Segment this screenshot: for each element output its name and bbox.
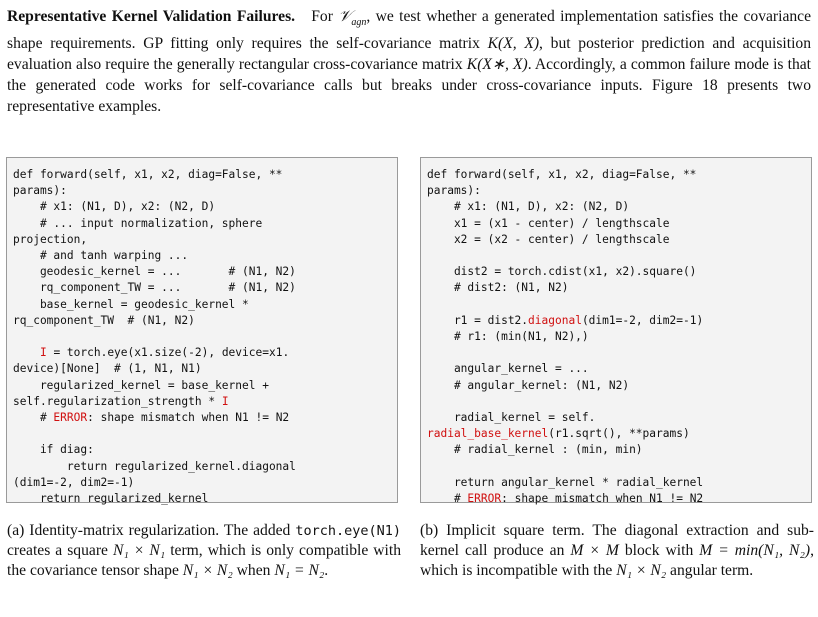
error-label: ERROR (53, 411, 88, 425)
error-label: ERROR (467, 492, 502, 506)
error-highlight: I (39, 346, 47, 360)
code-b: def forward(self, x1, x2, diag=False, ** params): # x1: (N1, D), x2: (N2, D) x1 = (x1 - center) / lengthscale x2 = (x2 - center) / lengthscale dist2 = torch.cdist(x1, x2).square() # dist2: (N1, N2) r1 = dist2.diagonal(dim1=-2, dim2=-1) # r1: (min(N1, N2),) angular_kernel = ... # angular_kernel: (N1, N2) radial_kernel = self. radial_base_kernel(r1.sqrt(), **params) # radial_kernel : (min, min) return angular_kernel * radial_kernel # ERROR: shape mismatch when N1 != N2 (427, 168, 704, 506)
paragraph-heading: Representative Kernel Validation Failures. (7, 8, 296, 25)
inline-code: torch.eye(N1) (295, 523, 401, 539)
self-covariance-math: K(X, X) (487, 35, 540, 53)
error-highlight: I (221, 394, 229, 408)
error-highlight: diagonal (528, 313, 582, 327)
caption-b: (b) Implicit square term. The diagonal extraction and sub-kernel call produce an M × M block with M = min(N₁, N₂), which is incompatible with the N₁ × N₂ angular term. (420, 522, 814, 579)
caption-a: (a) Identity-matrix regularization. The added torch.eye(N1) creates a square N₁ × N₁ term, which is only compatible with the covariance tensor shape N₁ × N₂ when N₁ = N₂. (7, 522, 402, 579)
code-listing-a (6, 157, 398, 506)
error-highlight: radial_base_kernel (427, 427, 549, 441)
intro-paragraph: Representative Kernel Validation Failures. For 𝒱$_{agn}$, we test whether a generated implementation satisfies the covariance shape requirements. GP fitting only requires the self-covariance matrix K(X, X), but posterior prediction and acquisition evaluation also require the generally rectangular cross-covariance matrix K(X∗, X). Accordingly, a common failure mode is that the generated code works for self-covariance calls but breaks under cross-covariance inputs. Figure 18 presents two representative examples. (7, 8, 812, 116)
cross-covariance-math: K(X∗, X) (466, 56, 528, 74)
code-a: def forward(self, x1, x2, diag=False, ** params): # x1: (N1, D), x2: (N2, D) # ... input normalization, sphere projection, # and tanh warping ... geodesic_kernel = ... # (N1, N2) rq_component_TW = ... # (N1, N2) base_kernel = geodesic_kernel * rq_component_TW # (N1, N2) I = torch.eye(x1.size(-2), device=x1. device)[None] # (1, N1, N1) regularized_kernel = base_kernel + self.regularization_strength * I # ERROR: shape mismatch when N1 != N2 if diag: return regularized_kernel.diagonal (dim1=-2, dim2=-1) return regularized_kernel (13, 168, 296, 506)
code-listing-b (420, 157, 812, 506)
v-agn-symbol: 𝒱$_{agn}$ (338, 8, 367, 29)
